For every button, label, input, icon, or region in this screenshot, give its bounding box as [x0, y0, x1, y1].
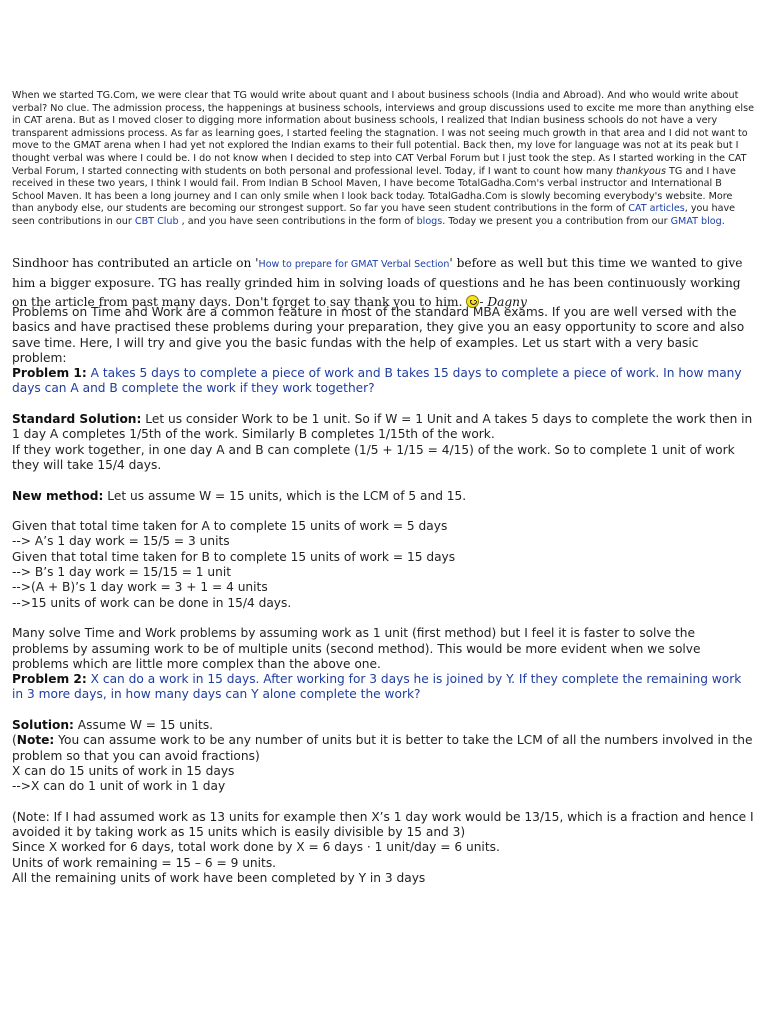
article-body [12, 305, 754, 886]
solution [12, 718, 754, 733]
note [12, 733, 754, 764]
problem-text: X can do a work in 15 days. After working for 3 days he is joined by Y. If they complete the remaining work in 3 more days, in how many days can Y alone complete the work? [12, 672, 742, 702]
solution-line: X can do 15 units of work in 15 days [12, 763, 235, 778]
solution-text: Let us consider Work to be 1 unit. So if W = 1 Unit and A takes 5 days to complete the work then in 1 day A completes 1/5th of the work. Similarly B completes 1/15th of the work. [12, 412, 753, 442]
solution-line: All the remaining units of work have been completed by Y in 3 days [12, 870, 426, 885]
intro-emphasis: thankyous [616, 165, 666, 177]
solution-line: Units of work remaining = 15 – 6 = 9 units. [12, 855, 277, 870]
step-line: --> B’s 1 day work = 15/15 = 1 unit [12, 565, 232, 580]
contributor-note [12, 254, 754, 312]
intro-text: When we started TG.Com, we were clear that TG would write about quant and I about business schools (India and Abroad). And who would write about verbal? No clue. The admission process, the happenings at business schools, interviews and group discussions used to excite me more than anything else in CAT arena. But as I moved closer to digging more information about business schools, I realized that Indian business schools do not have a very transparent admissions process. As far as learning goes, I started feeling the stagnation. I was not seeing much growth in that area and I did not want to move to the GMAT arena when I had yet not explored the Indian exams to their full potential. Back then, my love for language was not at its peak but I thought verbal was where I could be. I do not know when I decided to step into CAT Verbal Forum but I just took the step. As I started working in the CAT Verbal Forum, I started connecting with students on both personal and professional level. Today, if I want to count how many [12, 90, 754, 177]
contributor-text: ' before as well but this time we wanted to give him a bigger exposure. TG has really grinded him in solving loads of questions and he has been continuously working on the article from past many days. Don't forget to say thank you to him. [12, 256, 743, 309]
problem-1 [12, 366, 754, 397]
solution-label: Solution: [12, 718, 74, 733]
intro-problems-paragraph: Problems on Time and Work are a common feature in most of the standard MBA exams. If you are well versed with the basics and have practised these problems during your preparation, they give you an easy opportunity to score and also save time. Here, I will try and give you the basic fundas with the help of examples. Let us start with a very basic problem: [12, 305, 745, 365]
cat-articles-link[interactable]: CAT articles [628, 203, 685, 215]
problem-2 [12, 672, 754, 703]
blogs-link[interactable]: blogs [416, 215, 443, 227]
step-line: -->15 units of work can be done in 15/4 days. [12, 595, 292, 610]
standard-solution-cont: If they work together, in one day A and B can complete (1/5 + 1/15 = 4/15) of the work. So to complete 1 unit of work they will take 15/4 days. [12, 442, 735, 472]
step-line: Given that total time taken for A to complete 15 units of work = 5 days [12, 519, 448, 534]
method-text: Let us assume W = 15 units, which is the LCM of 5 and 15. [103, 488, 467, 503]
note-paren: ( [12, 733, 17, 748]
intro-text: , and you have seen contributions in the form of [178, 215, 417, 227]
cbt-club-link[interactable]: CBT Club [134, 215, 179, 227]
methods-paragraph: Many solve Time and Work problems by assuming work as 1 unit (first method) but I feel it is faster to solve the problems by assuming work to be of multiple units (second method). This would be more evident when we solve problems which are little more complex than the above one. [12, 626, 701, 671]
step-line: Given that total time taken for B to complete 15 units of work = 15 days [12, 549, 456, 564]
solution-text: Assume W = 15 units. [73, 718, 214, 733]
gmat-verbal-link[interactable]: How to prepare for GMAT Verbal Section [258, 259, 450, 270]
contributor-text: Sindhoor has contributed an article on ' [12, 256, 259, 270]
method-label: New method: [12, 488, 104, 503]
new-method [12, 489, 754, 504]
solution-line: (Note: If I had assumed work as 13 units for example then X’s 1 day work would be 13/15, which is a fraction and hence I avoided it by taking work as 15 units which is easily divisible by 15 and 3) [12, 809, 754, 840]
intro-text: , you have seen contributions in our [12, 203, 736, 227]
step-line: --> A’s 1 day work = 15/5 = 3 units [12, 534, 230, 549]
intro-paragraph [12, 90, 754, 229]
problem-text: A takes 5 days to complete a piece of work and B takes 15 days to complete a piece of work. In how many days can A and B complete the work if they work together? [12, 366, 742, 396]
solution-line: Since X worked for 6 days, total work done by X = 6 days · 1 unit/day = 6 units. [12, 840, 500, 855]
gmat-blog-link[interactable]: GMAT blog [670, 215, 722, 227]
intro-text: . Today we present you a contribution from our [442, 215, 671, 227]
step-line: -->(A + B)’s 1 day work = 3 + 1 = 4 units [12, 580, 268, 595]
intro-text: TG and I have received in these two years, I think I would fail. From Indian B School Maven, I have become TotalGadha.Com's verbal instructor and International B School Maven. It has been a long journey and I can only smile when I look back today. TotalGadha.Com is slowly becoming everybody's website. More than anybody else, our students are becoming our strongest support. So far you have seen student contributions in the form of [12, 165, 736, 215]
standard-solution [12, 412, 754, 443]
solution-line: -->X can do 1 unit of work in 1 day [12, 779, 226, 794]
intro-text: . [721, 215, 725, 227]
note-text: You can assume work to be any number of units but it is better to take the LCM of all the numbers involved in the problem so that you can avoid fractions) [12, 733, 753, 763]
signature: - Dagny [479, 295, 527, 309]
solution-label: Standard Solution: [12, 412, 142, 427]
problem-label: Problem 1: [12, 366, 87, 381]
note-label: Note: [16, 733, 55, 748]
problem-label: Problem 2: [12, 672, 87, 687]
